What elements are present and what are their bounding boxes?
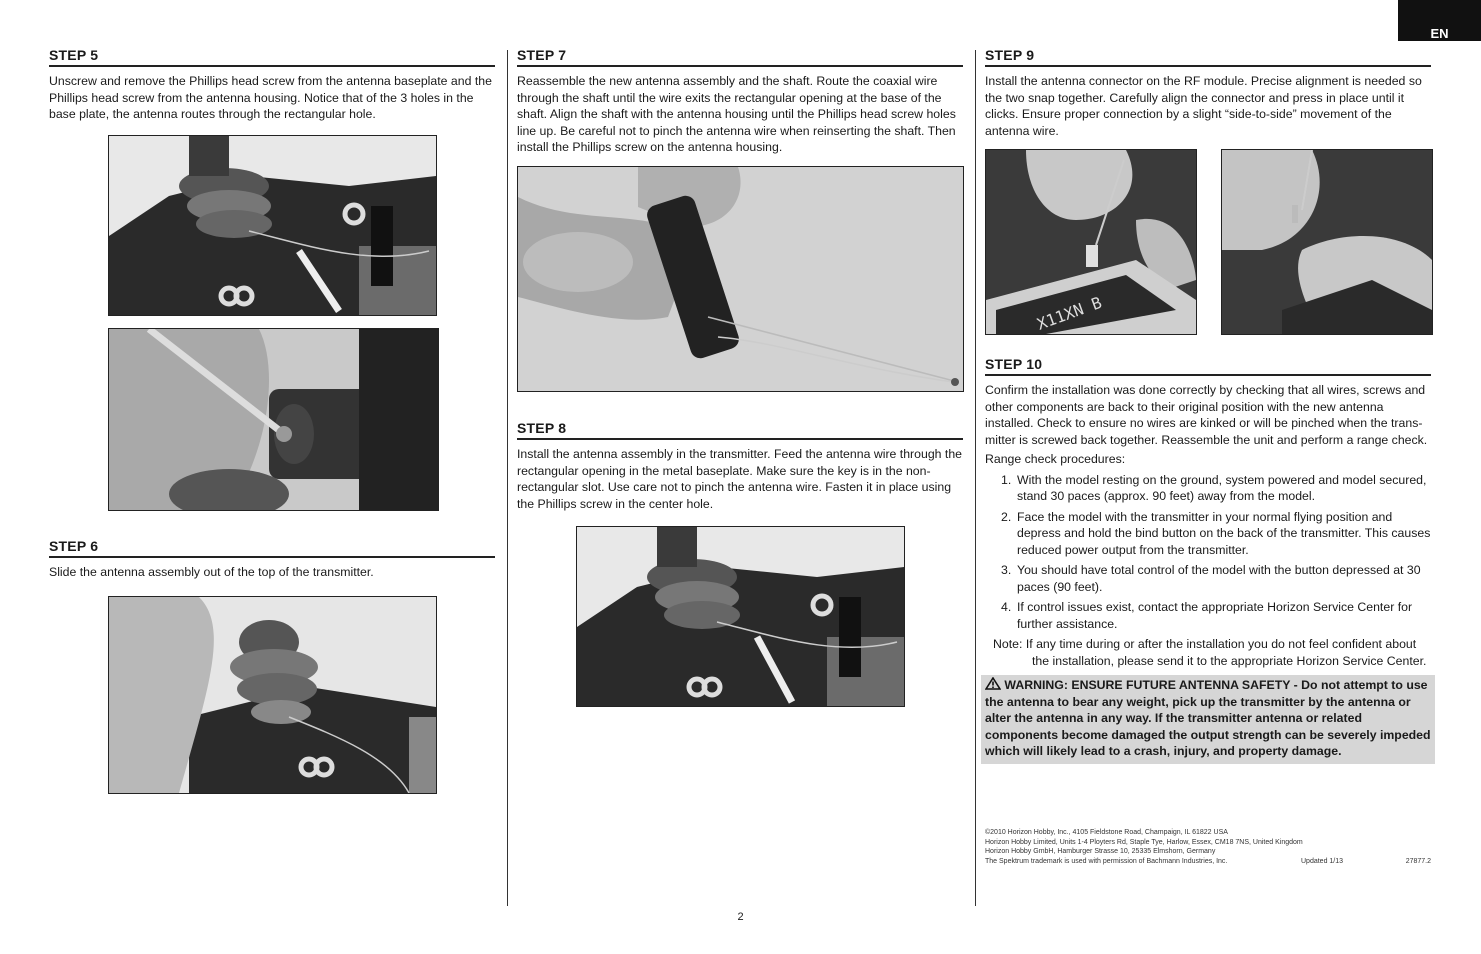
step9-section (985, 47, 1431, 139)
connector-check-image (1222, 150, 1432, 334)
step10-heading: STEP 10 (985, 356, 1431, 376)
step9-text: Install the antenna connector on the RF module. Precise alignment is needed so the two snap together. Carefully align the connector and press in place until it clicks. Ensure proper connection by a slight “side-to-side” movement of the antenna wire. (985, 74, 1422, 138)
step8-photo (576, 526, 905, 707)
note-label: Note: (993, 637, 1023, 651)
antenna-baseplate-image (109, 136, 436, 315)
step6-section (49, 538, 495, 581)
step10-section (985, 356, 1431, 764)
step8-section (517, 420, 963, 512)
step7-photo (517, 166, 964, 392)
range-check-heading: Range check procedures: (985, 452, 1126, 466)
step5-heading: STEP 5 (49, 47, 495, 67)
shaft-assembly-image (518, 167, 963, 391)
antenna-removal-image (109, 597, 436, 793)
footer-line-uk: Horizon Hobby Limited, Units 1-4 Ployters Rd, Staple Tye, Harlow, Essex, CM18 7NS, United Kingdom (985, 838, 1303, 846)
step9-heading: STEP 9 (985, 47, 1431, 67)
footer-trademark: The Spektrum trademark is used with permission of Bachmann Industries, Inc. (985, 857, 1228, 865)
antenna-install-image (577, 527, 904, 706)
step9-photo-side-to-side (1221, 149, 1433, 335)
step7-section (517, 47, 963, 156)
page-number: 2 (737, 911, 744, 923)
range-check-list (985, 472, 1431, 633)
module-label-text: X11XN B (1034, 292, 1105, 334)
step5-section (49, 47, 495, 123)
list-item: 4. If control issues exist, contact the appropriate Horizon Service Center for further assistance. (1001, 600, 1413, 631)
step8-text: Install the antenna assembly in the transmitter. Feed the antenna wire through the rectangular opening in the metal baseplate. Make sure the key is in the non-rectangular slot. Use care not to pinch the antenna wire. Fasten it in place using the Phillips screw in the center hole. (517, 447, 963, 511)
warning-text: WARNING: ENSURE FUTURE ANTENNA SAFETY - Do not attempt to use the antenna to bear any weight, pick up the transmitter by the antenna or alter the antenna in any way. If the transmitter antenna or related components become damaged the output strength can be severely impeded which will likely lead to a crash, injury, and property damage. (985, 678, 1431, 758)
antenna-housing-image (109, 329, 438, 510)
step7-text: Reassemble the new antenna assembly and the shaft. Route the coaxial wire through the shaft until the wire exits the rectangular opening at the base of the shaft. Align the shaft with the antenna housing until the Phillips head screw holes line up. Be careful not to pinch the antenna wire when reinserting the shaft. Then install the Phillips screw on the antenna housing. (517, 74, 956, 154)
step7-heading: STEP 7 (517, 47, 963, 67)
rf-module-connector-image (986, 150, 1196, 334)
footer-updated: Updated 1/13 (1301, 857, 1344, 865)
list-item: 2. Face the model with the transmitter in your normal flying position and depress and hold the bind button on the back of the transmitter. This causes reduced power output from the transmitter. (1001, 509, 1431, 557)
footer-legal (985, 828, 1431, 866)
step6-text: Slide the antenna assembly out of the top of the transmitter. (49, 565, 374, 579)
language-tab[interactable]: EN (1398, 0, 1481, 41)
step10-text: Confirm the installation was done correctly by checking that all wires, screws and other components are back to their original position with the new antenna installed. Check to ensure no wires are kinked or will be pinched when the trans-mitter is screwed back together. Reassemble the unit and perform a range check. (985, 383, 1428, 447)
column-divider-right (975, 50, 976, 906)
column-divider-left (507, 50, 508, 906)
step8-heading: STEP 8 (517, 420, 963, 440)
step5-photo-baseplate (108, 135, 437, 316)
list-item: 3. You should have total control of the model with the button depressed at 30 paces (90 feet). (1001, 563, 1421, 594)
installation-note (985, 636, 1431, 669)
warning-triangle-icon (985, 677, 1001, 690)
step6-photo (108, 596, 437, 794)
list-item: 1. With the model resting on the ground, system powered and model secured, stand 30 paces (approx. 90 feet) away from the model. (1001, 472, 1427, 503)
footer-line-usa: ©2010 Horizon Hobby, Inc., 4105 Fieldstone Road, Champaign, IL 61822 USA (985, 829, 1228, 836)
antenna-safety-warning (981, 675, 1435, 764)
step9-photo-connector (985, 149, 1197, 335)
step5-photo-housing (108, 328, 439, 511)
footer-code: 27877.2 (1405, 857, 1431, 865)
step5-text: Unscrew and remove the Phillips head screw from the antenna baseplate and the Phillips head screw from the antenna housing. Notice that of the 3 holes in the base plate, the antenna routes through the rectangular hole. (49, 74, 492, 121)
note-line-1: If any time during or after the installation you do not feel confident about (1025, 637, 1417, 651)
footer-line-germany: Horizon Hobby GmbH, Hamburger Strasse 10, 25335 Elmshorn, Germany (985, 848, 1216, 855)
step6-heading: STEP 6 (49, 538, 495, 558)
note-line-2: the installation, please send it to the appropriate Horizon Service Center. (1032, 653, 1427, 668)
